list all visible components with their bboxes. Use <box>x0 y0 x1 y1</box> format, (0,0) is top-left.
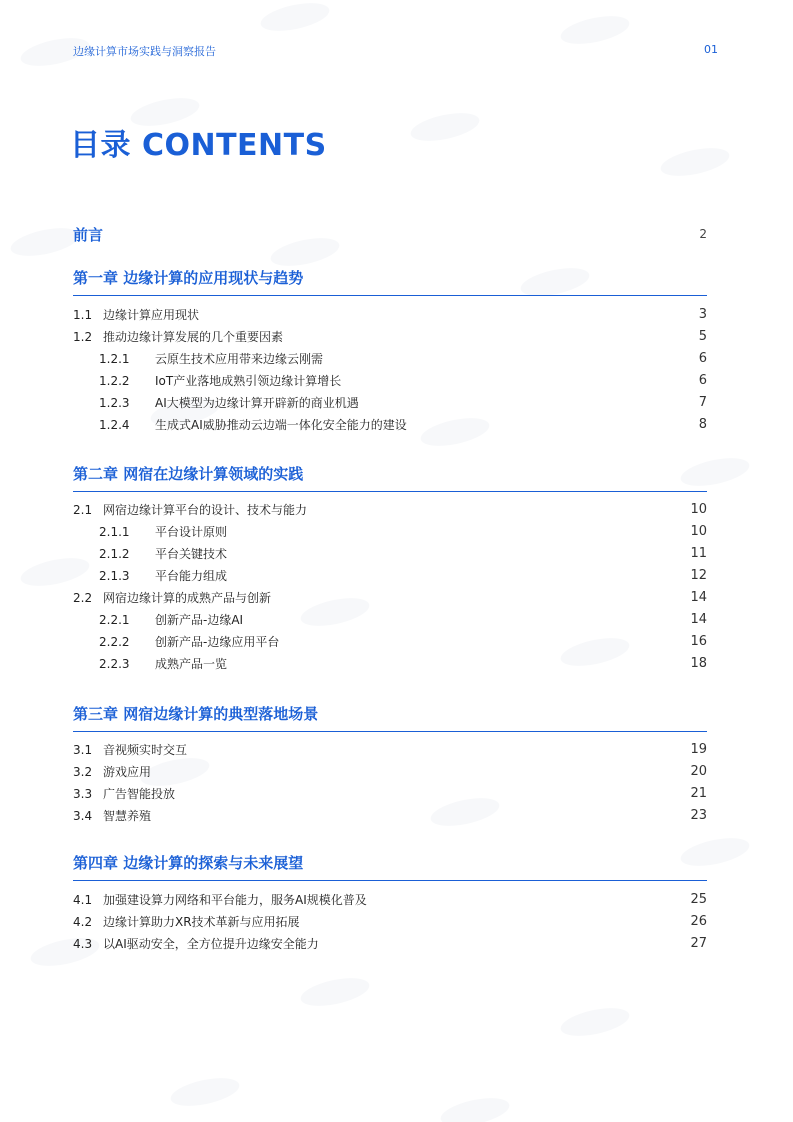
watermark-logo <box>298 973 371 1011</box>
toc-entry-number: 2.2.2 <box>99 634 130 649</box>
chapter-heading[interactable]: 第二章 网宿在边缘计算领域的实践 <box>73 465 304 483</box>
toc-entry-label: 生成式AI威胁推动云边端一体化安全能力的建设 <box>155 417 407 432</box>
toc-entry-label: 平台设计原则 <box>155 524 228 539</box>
toc-entry[interactable] <box>73 587 707 607</box>
toc-entry-label: 边缘计算应用现状 <box>103 307 200 322</box>
toc-entry-page: 14 <box>690 611 707 627</box>
watermark-logo <box>438 1093 511 1122</box>
toc-entry-page: 21 <box>690 785 707 801</box>
toc-entry-page: 23 <box>690 807 707 823</box>
toc-entry-label: 创新产品-边缘应用平台 <box>155 634 280 649</box>
watermark-logo <box>258 0 331 36</box>
watermark-logo <box>408 108 481 146</box>
toc-entry-page: 7 <box>698 394 707 410</box>
toc-entry-label: 加强建设算力网络和平台能力，服务AI规模化普及 <box>103 892 367 907</box>
toc-entry-number: 1.2.4 <box>99 417 130 432</box>
toc-entry[interactable] <box>73 889 707 909</box>
toc-entry-number: 1.2 <box>73 329 93 344</box>
toc-entry[interactable] <box>73 805 707 825</box>
toc-entry[interactable] <box>73 326 707 346</box>
toc-subentry[interactable] <box>73 370 707 390</box>
toc-entry[interactable] <box>73 911 707 931</box>
toc-entry-number: 1.2.2 <box>99 373 130 388</box>
toc-entry-page: 18 <box>690 655 707 671</box>
chapter-divider <box>73 880 707 881</box>
toc-entry-label: 成熟产品一览 <box>155 656 228 671</box>
toc-subentry[interactable] <box>73 543 707 563</box>
toc-entry-label: 音视频实时交互 <box>103 742 188 757</box>
watermark-logo <box>558 11 631 49</box>
toc-entry-number: 3.3 <box>73 786 93 801</box>
toc-entry-page: 2 <box>699 227 707 241</box>
toc-subentry[interactable] <box>73 348 707 368</box>
toc-entry-number: 1.2.3 <box>99 395 130 410</box>
chapter-heading[interactable]: 第四章 边缘计算的探索与未来展望 <box>73 854 304 872</box>
toc-entry-number: 3.4 <box>73 808 93 823</box>
toc-subentry[interactable] <box>73 392 707 412</box>
toc-entry-page: 26 <box>690 913 707 929</box>
toc-entry-label: 智慧养殖 <box>103 808 152 823</box>
toc-entry-page: 3 <box>698 306 707 322</box>
toc-entry-page: 8 <box>698 416 707 432</box>
toc-entry-number: 3.1 <box>73 742 93 757</box>
toc-entry-page: 6 <box>698 372 707 388</box>
toc-entry-page: 12 <box>690 567 707 583</box>
running-header-title: 边缘计算市场实践与洞察报告 <box>73 45 216 58</box>
toc-entry-number: 4.1 <box>73 892 93 907</box>
toc-entry-page: 6 <box>698 350 707 366</box>
toc-entry-label: 网宿边缘计算的成熟产品与创新 <box>103 590 272 605</box>
toc-subentry[interactable] <box>73 609 707 629</box>
toc-entry[interactable] <box>73 761 707 781</box>
toc-entry-label: IoT产业落地成熟引领边缘计算增长 <box>155 373 342 388</box>
toc-entry-number: 4.3 <box>73 936 93 951</box>
toc-subentry[interactable] <box>73 565 707 585</box>
toc-entry-page: 19 <box>690 741 707 757</box>
toc-entry-label: 平台能力组成 <box>155 568 228 583</box>
toc-subentry[interactable] <box>73 653 707 673</box>
toc-entry-number: 2.1 <box>73 502 93 517</box>
toc-entry-number: 2.2.3 <box>99 656 130 671</box>
toc-heading: 目录 CONTENTS <box>70 128 327 163</box>
toc-entry-number: 2.1.3 <box>99 568 130 583</box>
toc-entry[interactable] <box>73 499 707 519</box>
toc-entry-label: 创新产品-边缘AI <box>155 612 244 627</box>
toc-entry[interactable] <box>73 304 707 324</box>
toc-subentry[interactable] <box>73 521 707 541</box>
toc-entry[interactable] <box>73 783 707 803</box>
toc-entry-label: 边缘计算助力XR技术革新与应用拓展 <box>103 914 300 929</box>
toc-entry-page: 10 <box>690 523 707 539</box>
toc-entry-page: 25 <box>690 891 707 907</box>
toc-entry-page: 16 <box>690 633 707 649</box>
watermark-logo <box>8 223 81 261</box>
toc-subentry[interactable] <box>73 631 707 651</box>
running-header-page-number: 01 <box>704 43 718 56</box>
toc-entry-page: 5 <box>698 328 707 344</box>
toc-entry-label: 推动边缘计算发展的几个重要因素 <box>103 329 284 344</box>
chapter-heading[interactable]: 第三章 网宿边缘计算的典型落地场景 <box>73 705 319 723</box>
toc-entry-label: AI大模型为边缘计算开辟新的商业机遇 <box>155 395 359 410</box>
chapter-divider <box>73 491 707 492</box>
toc-entry-number: 1.2.1 <box>99 351 130 366</box>
toc-subentry[interactable] <box>73 414 707 434</box>
watermark-logo <box>558 1003 631 1041</box>
toc-entry-label: 平台关键技术 <box>155 546 228 561</box>
toc-entry[interactable] <box>73 739 707 759</box>
toc-entry-number: 2.2 <box>73 590 93 605</box>
toc-entry-preface[interactable] <box>73 224 707 244</box>
toc-entry-number: 1.1 <box>73 307 93 322</box>
toc-entry-page: 14 <box>690 589 707 605</box>
chapter-heading[interactable]: 第一章 边缘计算的应用现状与趋势 <box>73 269 304 287</box>
toc-entry-label: 游戏应用 <box>103 764 152 779</box>
toc-entry-label: 以AI驱动安全，全方位提升边缘安全能力 <box>103 936 319 951</box>
chapter-divider <box>73 731 707 732</box>
watermark-logo <box>168 1073 241 1111</box>
toc-entry-label: 云原生技术应用带来边缘云刚需 <box>155 351 324 366</box>
toc-entry[interactable] <box>73 933 707 953</box>
toc-entry-number: 2.1.1 <box>99 524 130 539</box>
toc-entry-number: 3.2 <box>73 764 93 779</box>
toc-entry-page: 10 <box>690 501 707 517</box>
toc-entry-page: 20 <box>690 763 707 779</box>
toc-entry-label: 网宿边缘计算平台的设计、技术与能力 <box>103 502 308 517</box>
chapter-divider <box>73 295 707 296</box>
toc-entry-number: 4.2 <box>73 914 93 929</box>
toc-entry-number: 2.1.2 <box>99 546 130 561</box>
toc-entry-page: 11 <box>690 545 707 561</box>
toc-entry-label: 广告智能投放 <box>103 786 176 801</box>
toc-entry-page: 27 <box>690 935 707 951</box>
toc-entry-label: 前言 <box>73 225 104 244</box>
toc-entry-number: 2.2.1 <box>99 612 130 627</box>
watermark-logo <box>658 143 731 181</box>
